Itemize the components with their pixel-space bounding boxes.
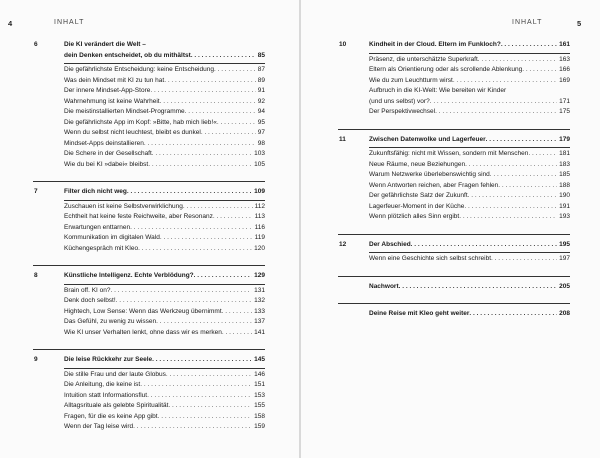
toc-entry-page: 131 [254, 286, 265, 294]
toc-entry [369, 191, 570, 202]
toc-entry-page: 137 [254, 318, 265, 325]
toc-entry-page: 146 [254, 370, 265, 378]
dot-leader [453, 76, 557, 87]
chapter-title-page: 208 [559, 310, 570, 317]
chapter-title-title: Künstliche Intelligenz. Echte Verblödung? [64, 272, 194, 279]
dot-leader [491, 254, 557, 265]
dot-leader [158, 412, 253, 423]
chapter-number: 11 [339, 135, 346, 143]
dot-leader [160, 97, 256, 108]
toc-entry [64, 118, 265, 129]
dot-leader [465, 160, 557, 171]
toc-entry [369, 170, 570, 181]
chapter-title-page: 179 [559, 135, 570, 143]
toc-entry [64, 307, 265, 318]
toc-entry [64, 139, 265, 150]
toc-entry-page: 120 [254, 244, 265, 252]
chapter-title-page: 129 [254, 272, 265, 279]
toc-entry [369, 254, 570, 265]
toc-entry-title: Denk doch selbst! [64, 297, 116, 304]
toc-entry-title: Erwartungen enttarnen [64, 223, 131, 231]
toc-entry-page: 159 [254, 423, 265, 430]
toc-entry [369, 55, 570, 66]
toc-entry-page: 113 [254, 213, 265, 220]
toc-entry [64, 97, 265, 108]
dot-leader [147, 391, 252, 402]
toc-entry-page: 94 [257, 108, 265, 115]
dot-leader [222, 328, 252, 339]
chapter-title [369, 240, 570, 251]
toc-entry-page: 166 [559, 66, 570, 73]
toc-entry-title: Wenn du selbst nicht leuchtest, bleibt es dunkel [64, 129, 201, 136]
toc-entry-page: 171 [559, 97, 570, 105]
toc-entry-page: 197 [559, 255, 570, 262]
toc-entry [64, 422, 265, 433]
toc-entry-title: Die gefährlichste Entscheidung: keine Entscheidung [64, 66, 214, 73]
chapter-title-title: Die leise Rückkehr zur Seele [64, 356, 153, 363]
chapter-number: 7 [34, 188, 38, 195]
dot-leader [150, 86, 255, 97]
dot-leader [501, 40, 557, 51]
toc-entry [64, 391, 265, 402]
dot-leader [468, 191, 558, 202]
toc-entry-page: 193 [559, 213, 570, 220]
dot-leader [138, 244, 252, 255]
chapter-title [64, 51, 265, 62]
toc-chapter [33, 265, 265, 338]
toc-entry [369, 160, 570, 171]
toc-entry-page: 175 [559, 108, 570, 115]
toc-entry-page: 158 [254, 412, 265, 420]
toc-entry-page: 191 [559, 202, 570, 210]
toc-entry-page: 188 [559, 181, 570, 189]
toc-chapter [338, 129, 570, 223]
table-of-contents [33, 40, 265, 433]
toc-entry-title: Alltagsrituale als gelebte Spiritualität [64, 402, 169, 409]
dot-leader [498, 181, 557, 192]
left-page [0, 0, 299, 458]
toc-entry-title: Küchengespräch mit Kleo [64, 244, 139, 252]
dot-leader [435, 107, 557, 118]
chapter-title-title: Filter dich nicht weg [64, 188, 127, 195]
toc-chapter [338, 276, 570, 293]
toc-entry [64, 317, 265, 328]
toc-entry-page: 163 [559, 55, 570, 63]
toc-chapter [33, 349, 265, 433]
toc-entry [369, 65, 570, 76]
toc-entry-title: (und uns selbst) vor? [369, 97, 430, 105]
toc-entry [369, 202, 570, 213]
toc-entry [64, 380, 265, 391]
toc-entry-page: 151 [254, 381, 265, 388]
dot-leader [152, 149, 252, 160]
toc-entry-page: 190 [559, 192, 570, 199]
dot-leader [116, 296, 252, 307]
toc-entry [64, 149, 265, 160]
chapter-title [64, 40, 265, 51]
dot-leader [144, 139, 256, 150]
chapter-title [64, 187, 265, 198]
dot-leader [490, 170, 557, 181]
toc-entry [64, 370, 265, 381]
dot-leader [464, 202, 557, 213]
chapter-title [369, 282, 570, 293]
dot-leader [528, 149, 557, 160]
toc-entry-page: 169 [559, 76, 570, 84]
toc-entry-title: Wie du bei KI »dabei« bleibst [64, 160, 149, 168]
dot-leader [399, 282, 558, 293]
toc-entry [369, 212, 570, 223]
toc-entry-title: Lagerfeuer-Moment in der Küche [369, 202, 465, 210]
toc-entry-title: Wahrnehmung ist keine Wahrheit [64, 97, 160, 105]
toc-entry-title: Brain off. KI on? [64, 286, 111, 294]
toc-entry-title: Das Gefühl, zu wenig zu wissen [64, 318, 157, 325]
toc-entry [64, 76, 265, 87]
toc-entry-title: Wenn Antworten reichen, aber Fragen fehlen [369, 181, 499, 189]
toc-entry-title: Fragen, für die es keine App gibt [64, 412, 158, 420]
chapter-title-page: 109 [254, 188, 265, 195]
toc-entry-page: 91 [257, 87, 265, 94]
toc-entry-page: 141 [254, 328, 265, 336]
dot-leader [168, 401, 252, 412]
chapter-entries [369, 147, 570, 223]
dot-leader [430, 97, 557, 108]
chapter-title-title: Nachwort [369, 282, 399, 290]
toc-entry-title: Die gefährlichste App im Kopf: »Bitte, hab mich lieb!« [64, 118, 217, 126]
dot-leader [214, 65, 256, 76]
toc-entry [369, 86, 570, 97]
toc-chapter [338, 303, 570, 320]
chapter-entries [64, 63, 265, 170]
toc-entry [64, 65, 265, 76]
toc-entry [64, 212, 265, 223]
toc-entry-page: 185 [559, 171, 570, 178]
toc-entry [64, 296, 265, 307]
toc-entry-page: 103 [254, 150, 265, 157]
toc-entry-title: Zukunftsfähig: nicht mit Wissen, sondern mit Menschen [369, 150, 529, 157]
toc-entry-title: Eltern als Orientierung oder als scrollende Ablenkung [369, 66, 523, 73]
toc-chapter [338, 234, 570, 265]
chapter-title-title: Der Abschied [369, 240, 411, 248]
chapter-title-title: Kindheit in der Cloud. Eltern im Funkloch? [369, 41, 501, 48]
dot-leader [459, 212, 557, 223]
toc-entry-title: Mindset-Apps deinstallieren [64, 139, 144, 147]
chapter-title-page: 205 [559, 282, 570, 290]
table-of-contents [338, 40, 570, 320]
toc-entry-title: Präsenz, die unterschätzte Superkraft [369, 55, 478, 63]
dot-leader [222, 307, 252, 318]
toc-entry-page: 155 [254, 402, 265, 409]
chapter-title [64, 355, 265, 366]
dot-leader [522, 65, 557, 76]
toc-entry-title: Kommunikation im digitalen Wald [64, 234, 160, 241]
chapter-entries [64, 368, 265, 433]
toc-entry-title: Warum Netzwerke überlebenswichtig sind [369, 171, 490, 178]
chapter-title [369, 309, 570, 320]
toc-entry-title: Echtheit hat keine feste Reichweite, aber Resonanz [64, 213, 213, 220]
toc-entry-title: Aufbruch in die KI-Welt: Wie bereiten wir Kinder [369, 87, 507, 94]
chapter-number: 12 [339, 240, 347, 248]
chapter-entries [64, 200, 265, 255]
dot-leader [164, 76, 256, 87]
chapter-title-title: Die KI verändert die Welt – [64, 41, 146, 48]
dot-leader [183, 202, 253, 213]
chapter-title-page: 145 [254, 356, 265, 363]
toc-entry-title: Zuschauen ist keine Selbstverwirklichung [64, 202, 183, 210]
dot-leader [152, 355, 252, 366]
chapter-title [64, 271, 265, 282]
toc-entry-page: 87 [257, 66, 265, 73]
toc-entry [64, 86, 265, 97]
dot-leader [217, 118, 256, 129]
dot-leader [166, 370, 252, 381]
chapter-title-title: Deine Reise mit Kleo geht weiter [369, 310, 470, 317]
chapter-entries [369, 53, 570, 118]
chapter-title-page: 85 [257, 51, 265, 59]
dot-leader [194, 271, 252, 282]
dot-leader [130, 223, 252, 234]
toc-entry [64, 401, 265, 412]
toc-entry-title: Der innere Mindset-App-Store [64, 87, 151, 94]
toc-entry-title: Der Perspektivwechsel [369, 108, 436, 115]
toc-entry [64, 223, 265, 234]
toc-entry-page: 133 [254, 307, 265, 315]
dot-leader [160, 233, 253, 244]
toc-entry-page: 119 [254, 234, 265, 241]
chapter-number: 8 [34, 272, 38, 279]
chapter-number: 10 [339, 41, 347, 48]
toc-entry-page: 98 [257, 139, 265, 147]
toc-entry [64, 412, 265, 423]
toc-entry-title: Die meistinstallierten Mindset-Programme [64, 108, 185, 115]
toc-entry-title: Wenn plötzlich alles Sinn ergibt [369, 213, 460, 220]
toc-entry [64, 160, 265, 171]
toc-entry-title: Wenn eine Geschichte sich selbst schreibt [369, 255, 491, 262]
running-header: INHALT [54, 19, 85, 26]
toc-entry [64, 202, 265, 213]
chapter-title-title: dein Denken entscheidet, ob du mithältst [64, 51, 191, 59]
toc-entry-page: 181 [559, 150, 570, 157]
toc-entry-title: Die Anleitung, die keine ist [64, 381, 141, 388]
toc-entry-title: Wie du zum Leuchtturm wirst [369, 76, 453, 84]
toc-entry-page: 95 [257, 118, 265, 126]
page-number: 5 [577, 19, 582, 28]
right-page [301, 0, 600, 458]
toc-entry-page: 105 [254, 160, 265, 168]
dot-leader [469, 309, 557, 320]
toc-chapter [33, 181, 265, 254]
toc-entry-title: Der gefährlichste Satz der Zukunft [369, 192, 468, 199]
dot-leader [185, 107, 256, 118]
dot-leader [111, 286, 253, 297]
chapter-number: 6 [34, 41, 38, 48]
toc-chapter [338, 40, 570, 118]
toc-entry-title: Was dein Mindset mit KI zu tun hat [64, 76, 165, 84]
dot-leader [201, 128, 256, 139]
dot-leader [127, 187, 252, 198]
dot-leader [411, 240, 557, 251]
toc-entry-title: Hightech, Low Sense: Wenn das Werkzeug übernimmt [64, 307, 222, 315]
dot-leader [156, 317, 252, 328]
dot-leader [140, 380, 252, 391]
chapter-entries [64, 284, 265, 339]
toc-entry [64, 128, 265, 139]
toc-entry [64, 286, 265, 297]
chapter-number: 9 [34, 356, 38, 363]
toc-entry-title: Die stille Frau und der laute Globus [64, 370, 166, 378]
toc-entry [64, 328, 265, 339]
chapter-title-page: 161 [559, 41, 570, 48]
dot-leader [486, 135, 557, 146]
dot-leader [148, 160, 252, 171]
chapter-title-title: Zwischen Datenwolke und Lagerfeuer [369, 135, 486, 143]
chapter-entries [369, 252, 570, 265]
toc-entry-page: 89 [257, 76, 265, 84]
toc-entry-page: 183 [559, 160, 570, 168]
dot-leader [213, 212, 253, 223]
toc-chapter [33, 40, 265, 170]
toc-entry-title: Die Schere in der Gesellschaft [64, 150, 152, 157]
toc-entry-title: Wie KI unser Verhalten lenkt, ohne dass wir es merken [64, 328, 222, 336]
toc-entry [369, 149, 570, 160]
chapter-title [369, 135, 570, 146]
toc-entry-title: Wenn der Tag leise wird [64, 423, 134, 430]
toc-entry-page: 153 [254, 391, 265, 399]
toc-entry [64, 233, 265, 244]
toc-entry [64, 107, 265, 118]
toc-entry-page: 112 [254, 202, 265, 210]
toc-entry [369, 181, 570, 192]
toc-entry-page: 97 [257, 129, 265, 136]
toc-entry [369, 107, 570, 118]
chapter-title-page: 195 [559, 240, 570, 248]
dot-leader [133, 422, 252, 433]
toc-entry-title: Intuition statt Informationsflut [64, 391, 148, 399]
toc-entry-page: 116 [254, 223, 265, 231]
chapter-title [369, 40, 570, 51]
dot-leader [478, 55, 557, 66]
running-header: INHALT [512, 19, 543, 26]
toc-entry [369, 97, 570, 108]
toc-entry-title: Neue Räume, neue Beziehungen [369, 160, 466, 168]
toc-entry-page: 92 [257, 97, 265, 105]
page-number: 4 [8, 19, 13, 28]
dot-leader [191, 51, 256, 62]
toc-entry [64, 244, 265, 255]
toc-entry-page: 132 [254, 297, 265, 304]
toc-entry [369, 76, 570, 87]
